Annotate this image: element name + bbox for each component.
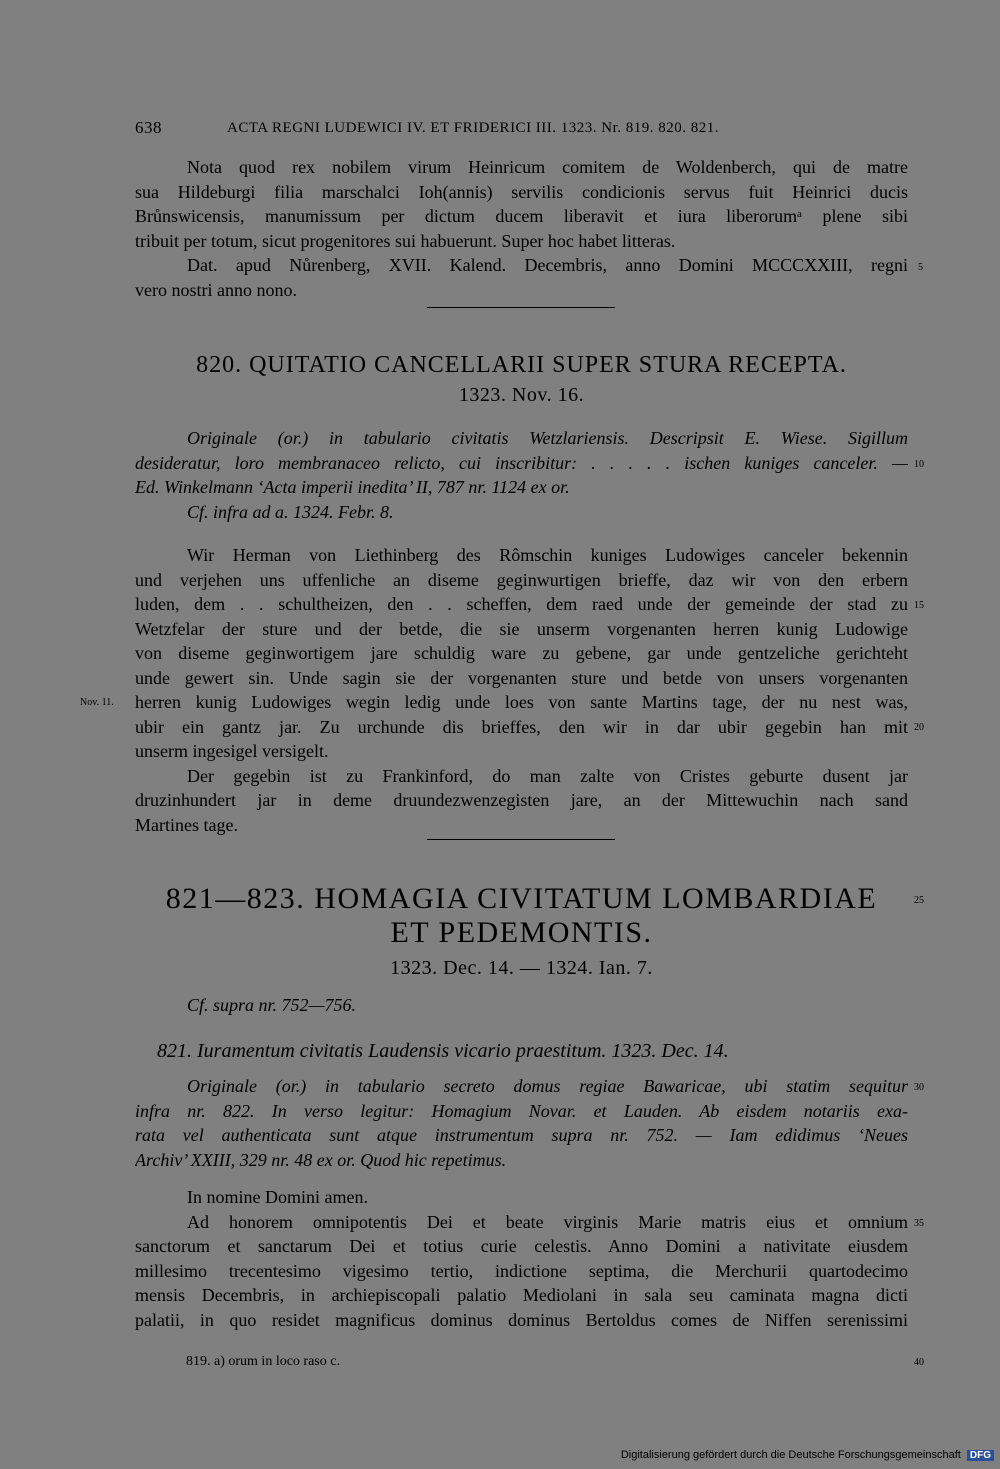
doc820-date: 1323. Nov. 16. xyxy=(458,384,585,406)
page-number: 638 xyxy=(135,118,162,137)
source-line: desideratur, loro membranaceo relicto, cui inscribitur: . . . . . ischen kuniges canceler. — xyxy=(135,452,908,473)
text-line: palatii, in quo residet magnificus dominus dominus Bertoldus comes de Niffen serenissimi xyxy=(135,1309,908,1330)
text-line: druzinhundert jar in deme druundezwenzegisten jare, an der Mittewuchin nach sand xyxy=(135,790,908,810)
text-line: von diseme geginwortigem jare schuldig ware zu gebene, gar unde gentzeliche gerichteht xyxy=(135,643,908,663)
text-line: millesimo trecentesimo vigesimo tertio, indictione septima, die Merchurii quartodecimo xyxy=(135,1260,908,1281)
section-divider xyxy=(427,307,615,308)
cf-line: Cf. supra nr. 752—756. xyxy=(187,995,357,1015)
text-line: unserm ingesigel versigelt. xyxy=(135,741,329,761)
source-line: Originale (or.) in tabulario secreto domus regiae Bawaricae, ubi statim sequitur xyxy=(187,1076,908,1096)
text-line: Wetzfelar der sture und der betde, die sie unserm vorgenanten herren kunig Ludowige xyxy=(135,618,908,639)
line-number: 40 xyxy=(914,1357,924,1368)
line-number: 25 xyxy=(914,895,924,906)
text-line: Nota quod rex nobilem virum Heinricum comitem de Woldenberch, qui de matre xyxy=(187,157,908,177)
doc819-text xyxy=(135,155,908,302)
line-number: 10 xyxy=(914,459,924,470)
text-line: vero nostri anno nono. xyxy=(135,279,297,300)
text-line: sua Hildeburgi filia marschalci Ioh(annis) servilis condicionis servus fuit Heinrici ducis xyxy=(135,181,908,202)
text-line: ubir ein gantz jar. Zu urchunde dis brieffes, den wir in dar ubir gegebin han mit xyxy=(135,716,908,737)
side-note: Nov. 11. xyxy=(80,697,114,708)
section-divider xyxy=(427,839,615,840)
text-line: sanctorum et sanctarum Dei et totius curie celestis. Anno Domini a nativitate eiusdem xyxy=(135,1236,908,1256)
line-number: 5 xyxy=(918,262,923,273)
source-line: Originale (or.) in tabulario civitatis Wetzlariensis. Descripsit E. Wiese. Sigillum xyxy=(187,428,908,448)
credit-text: Digitalisierung gefördert durch die Deutsche Forschungsgemeinschaft xyxy=(620,1449,961,1461)
doc821-823-title-line1: 821—823. HOMAGIA CIVITATUM LOMBARDIAE xyxy=(165,882,878,915)
text-line: Brůnswicensis, manumissum per dictum ducem liberavit et iura liberorumᵃ plene sibi xyxy=(135,206,908,226)
text-line: Ad honorem omnipotentis Dei et beate virginis Marie matris eius et omnium xyxy=(187,1211,908,1232)
text-line: Martines tage. xyxy=(135,814,238,835)
doc820-title: 820. QUITATIO CANCELLARII SUPER STURA RECEPTA. xyxy=(196,352,847,378)
footnote: 819. a) orum in loco raso c. xyxy=(186,1354,340,1369)
text-line: In nomine Domini amen. xyxy=(187,1187,368,1207)
line-number: 35 xyxy=(914,1218,924,1229)
line-number: 20 xyxy=(914,722,924,733)
source-line: Archiv’ XXIII, 329 nr. 48 ex or. Quod hic repetimus. xyxy=(135,1149,507,1170)
text-line: Wir Herman von Liethinberg des Rômschin kuniges Ludowiges canceler bekennin xyxy=(187,545,908,565)
source-line: rata vel authenticata sunt atque instrumentum supra nr. 752. — Iam edidimus ‘Neues xyxy=(135,1125,908,1145)
source-line: infra nr. 822. In verso legitur: Homagium Novar. et Lauden. Ab eisdem notariis exa- xyxy=(135,1100,908,1121)
doc820-source xyxy=(135,426,908,524)
text-line: mensis Decembris, in archiepiscopali palatio Mediolani in sala seu caminata magna dicti xyxy=(135,1285,908,1305)
dfg-logo: DFG xyxy=(967,1450,994,1461)
doc821-heading: 821. Iuramentum civitatis Laudensis vicario praestitum. 1323. Dec. 14. xyxy=(157,1040,729,1062)
doc821-823-date: 1323. Dec. 14. — 1324. Ian. 7. xyxy=(390,957,653,979)
text-line: und verjehen uns uffenliche an diseme geginwurtigen brieffe, daz wir von den erbern xyxy=(135,569,908,590)
doc821-text xyxy=(135,1185,908,1332)
digitization-credit xyxy=(621,1449,994,1461)
doc821-823-cf xyxy=(135,993,908,1018)
source-line: Ed. Winkelmann ‘Acta imperii inedita’ II, 787 nr. 1124 ex or. xyxy=(135,477,570,497)
running-title: ACTA REGNI LUDEWICI IV. ET FRIDERICI III. 1323. Nr. 819. 820. 821. xyxy=(227,120,720,136)
text-line: tribuit per totum, sicut progenitores sui habuerunt. Super hoc habet litteras. xyxy=(135,230,676,251)
doc821-823-title-line2: ET PEDEMONTIS. xyxy=(390,916,653,949)
line-number: 15 xyxy=(914,600,924,611)
text-line: unde gewert sin. Unde sagin sie der vorgenanten sture und betde von unsers vorgenanten xyxy=(135,667,908,688)
cf-line: Cf. infra ad a. 1324. Febr. 8. xyxy=(187,501,394,522)
text-line: Der gegebin ist zu Frankinford, do man zalte von Cristes geburte dusent jar xyxy=(187,765,908,786)
text-line: luden, dem . . schultheizen, den . . scheffen, dem raed unde der gemeinde der stad zu xyxy=(135,594,908,614)
doc821-source xyxy=(135,1074,908,1172)
text-line: Dat. apud Nůrenberg, XVII. Kalend. Decembris, anno Domini MCCCXXIII, regni xyxy=(187,255,908,275)
line-number: 30 xyxy=(914,1082,924,1093)
text-line: herren kunig Ludowiges wegin ledig unde loes von sante Martins tage, der nu nest was, xyxy=(135,692,908,712)
doc820-text xyxy=(135,543,908,837)
doc821-heading-block xyxy=(135,1039,908,1064)
